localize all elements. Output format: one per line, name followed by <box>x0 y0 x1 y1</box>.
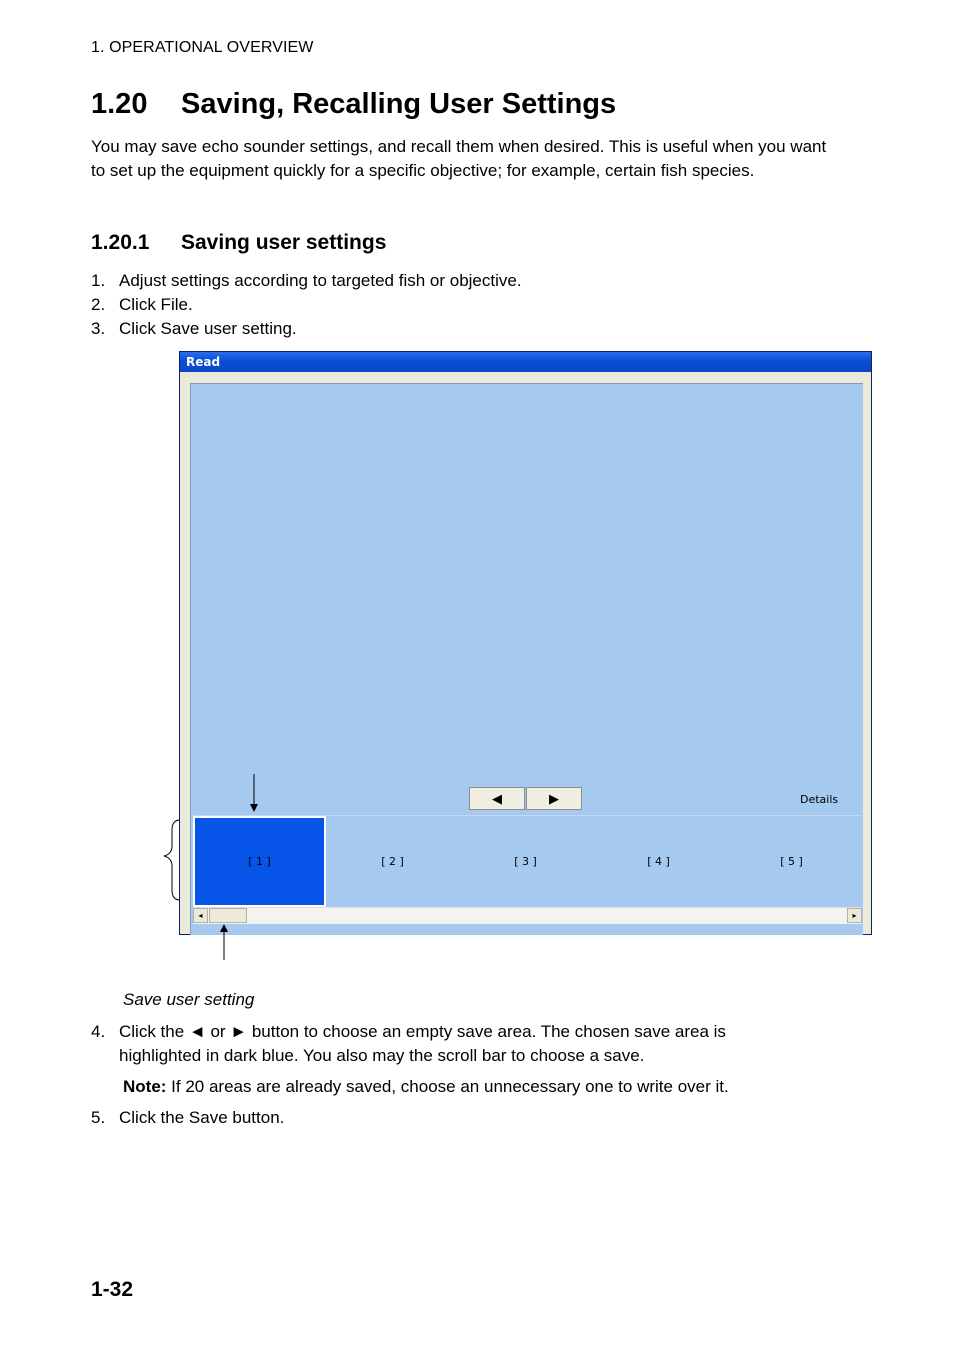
subsection-title: Saving user settings <box>181 231 387 254</box>
subsection-heading <box>91 231 386 255</box>
save-slot-4[interactable]: [ 4 ] <box>647 855 670 868</box>
page-number: 1-32 <box>91 1278 134 1301</box>
step-number: 4. <box>91 1022 106 1041</box>
step-text: Click Save user setting. <box>119 319 297 338</box>
save-slot-1[interactable]: [ 1 ] <box>193 816 326 907</box>
prev-button[interactable]: ◀ <box>469 787 525 810</box>
save-slot-5[interactable]: [ 5 ] <box>780 855 803 868</box>
step-number: 3. <box>91 319 106 338</box>
step-number: 1. <box>91 271 106 290</box>
window-client-area <box>190 383 863 935</box>
slot-pointer-arrowhead <box>250 804 258 812</box>
scroll-left-button[interactable]: ◂ <box>193 908 208 923</box>
note-label: Note: <box>123 1077 167 1096</box>
step-number: 5. <box>91 1108 106 1127</box>
step-2 <box>91 293 193 317</box>
save-slot-3[interactable]: [ 3 ] <box>514 855 537 868</box>
step-text: Click the Save button. <box>119 1108 285 1127</box>
step-number: 2. <box>91 295 106 314</box>
note-text: If 20 areas are already saved, choose an unnecessary one to write over it. <box>166 1077 729 1096</box>
figure-callouts <box>150 770 270 965</box>
next-button[interactable]: ▶ <box>526 787 582 810</box>
step-1 <box>91 269 522 293</box>
slot-row-brace <box>164 820 180 900</box>
nav-button-group <box>469 787 582 810</box>
step-text: Click the ◄ or ► button to choose an empty save area. The chosen save area is highlighted in dark blue. You also may the scroll bar to choose a save. <box>119 1022 726 1065</box>
save-slot-2[interactable]: [ 2 ] <box>381 855 404 868</box>
details-label[interactable]: Details <box>800 793 839 806</box>
subsection-number: 1.20.1 <box>91 231 150 254</box>
section-number: 1.20 <box>91 88 148 120</box>
section-heading <box>91 88 616 121</box>
step-5 <box>91 1106 284 1130</box>
figure-caption: Save user setting <box>123 990 255 1009</box>
scroll-right-button[interactable]: ▸ <box>847 908 862 923</box>
window-title: Read <box>180 352 871 372</box>
step-3 <box>91 317 297 341</box>
step-text: Click File. <box>119 295 193 314</box>
step-4 <box>91 1020 811 1068</box>
read-window <box>179 351 872 935</box>
save-slot-strip <box>193 815 862 907</box>
running-head: 1. OPERATIONAL OVERVIEW <box>91 39 314 56</box>
note <box>123 1075 729 1099</box>
intro-paragraph: You may save echo sounder settings, and recall them when desired. This is useful when you want to set up the equipment quickly for a specific objective; for example, certain fish species. <box>91 137 827 180</box>
step-text: Adjust settings according to targeted fish or objective. <box>119 271 522 290</box>
scroll-pointer-arrowhead <box>220 924 228 932</box>
section-title: Saving, Recalling User Settings <box>181 88 617 120</box>
horizontal-scrollbar[interactable] <box>193 907 862 924</box>
